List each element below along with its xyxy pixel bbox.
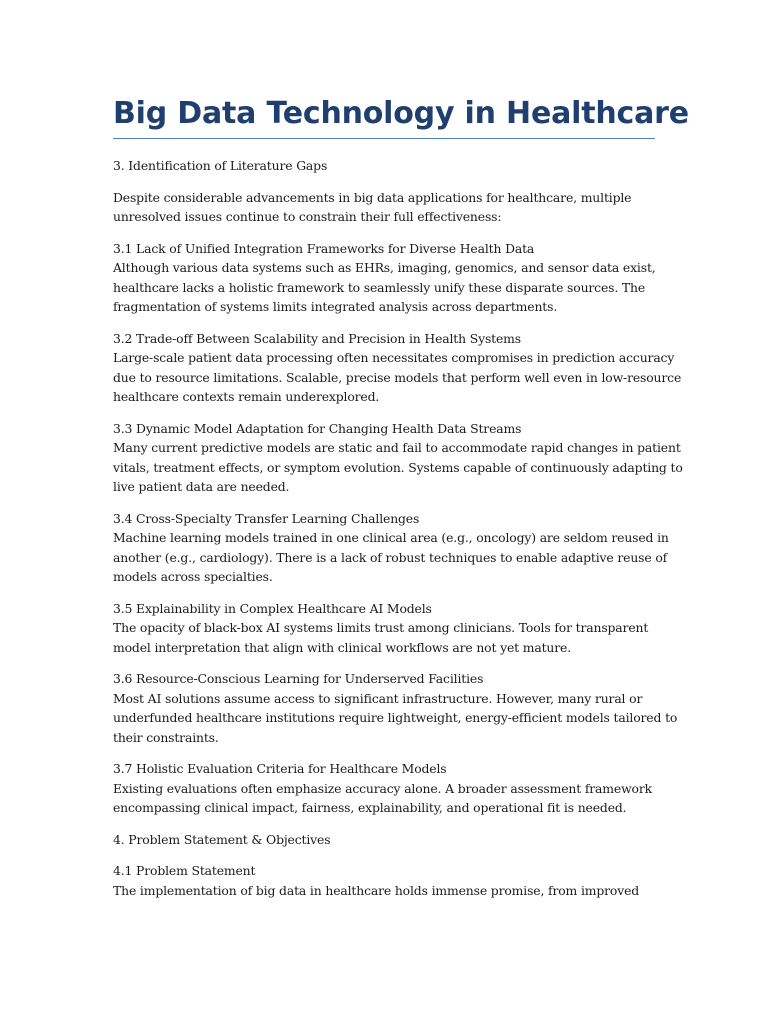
paragraph-line: Large-scale patient data processing often necessitates compromises in prediction accuracy	[113, 350, 675, 365]
section-heading: 4.1 Problem Statement	[113, 863, 256, 878]
paragraph	[113, 759, 655, 818]
section-heading: 3.2 Trade-off Between Scalability and Precision in Health Systems	[113, 330, 521, 346]
section-heading: 3.4 Cross-Specialty Transfer Learning Challenges	[113, 510, 420, 526]
paragraph-line: Despite considerable advancements in big data applications for healthcare, multiple	[113, 189, 632, 205]
paragraph-line: Most AI solutions assume access to significant infrastructure. However, many rural or	[113, 690, 643, 706]
paragraph-line: healthcare contexts remain underexplored.	[113, 389, 380, 404]
paragraph-line: vitals, treatment effects, or symptom evolution. Systems capable of continuously adapting to	[113, 459, 683, 475]
paragraph-line: live patient data are needed.	[113, 479, 290, 494]
paragraph	[113, 669, 678, 747]
paragraph-line: Many current predictive models are static and fail to accommodate rapid changes in patient	[113, 440, 681, 455]
paragraph-line: due to resource limitations. Scalable, precise models that perform well even in low-resource	[113, 369, 682, 385]
paragraph	[113, 329, 682, 407]
paragraph-line: underfunded healthcare institutions require lightweight, energy-efficient models tailored to	[113, 710, 678, 725]
document-title: Big Data Technology in Healthcare	[113, 96, 689, 131]
section-heading: 3.3 Dynamic Model Adaptation for Changing Health Data Streams	[113, 420, 522, 436]
paragraph-line: The implementation of big data in healthcare holds immense promise, from improved	[113, 882, 640, 898]
paragraph-line: Although various data systems such as EHRs, imaging, genomics, and sensor data exist,	[113, 260, 656, 275]
paragraph-line: model interpretation that align with clinical workflows are not yet mature.	[113, 639, 571, 655]
paragraph-line: Existing evaluations often emphasize accuracy alone. A broader assessment framework	[113, 780, 652, 796]
document-body	[113, 156, 683, 900]
section-heading: 3.5 Explainability in Complex Healthcare AI Models	[113, 600, 432, 616]
document-page	[113, 92, 689, 912]
paragraph	[113, 509, 669, 587]
paragraph	[113, 830, 655, 850]
paragraph-line: models across specialties.	[113, 569, 273, 584]
section-heading: 4. Problem Statement & Objectives	[113, 831, 331, 847]
section-heading: 3.7 Holistic Evaluation Criteria for Healthcare Models	[113, 761, 447, 776]
paragraph	[113, 239, 655, 317]
paragraph-line: their constraints.	[113, 729, 219, 745]
paragraph-line: fragmentation of systems limits integrated analysis across departments.	[113, 299, 558, 314]
title-divider	[113, 138, 655, 139]
paragraph-line: healthcare lacks a holistic framework to seamlessly unify these disparate sources. The	[113, 279, 646, 295]
paragraph	[113, 599, 655, 658]
paragraph-line: encompassing clinical impact, fairness, explainability, and operational fit is needed.	[113, 800, 627, 815]
paragraph	[113, 861, 655, 900]
paragraph-line: another (e.g., cardiology). There is a lack of robust techniques to enable adaptive reuse of	[113, 549, 668, 565]
section-heading: 3.6 Resource-Conscious Learning for Underserved Facilities	[113, 671, 484, 686]
paragraph	[113, 156, 655, 176]
section-heading: 3.1 Lack of Unified Integration Frameworks for Diverse Health Data	[113, 240, 535, 256]
paragraph	[113, 188, 655, 227]
paragraph	[113, 419, 683, 497]
paragraph-line: unresolved issues continue to constrain their full effectiveness:	[113, 209, 502, 224]
section-heading: 3. Identification of Literature Gaps	[113, 158, 328, 173]
paragraph-line: The opacity of black-box AI systems limits trust among clinicians. Tools for transparent	[113, 620, 649, 635]
paragraph-line: Machine learning models trained in one clinical area (e.g., oncology) are seldom reused in	[113, 530, 669, 545]
